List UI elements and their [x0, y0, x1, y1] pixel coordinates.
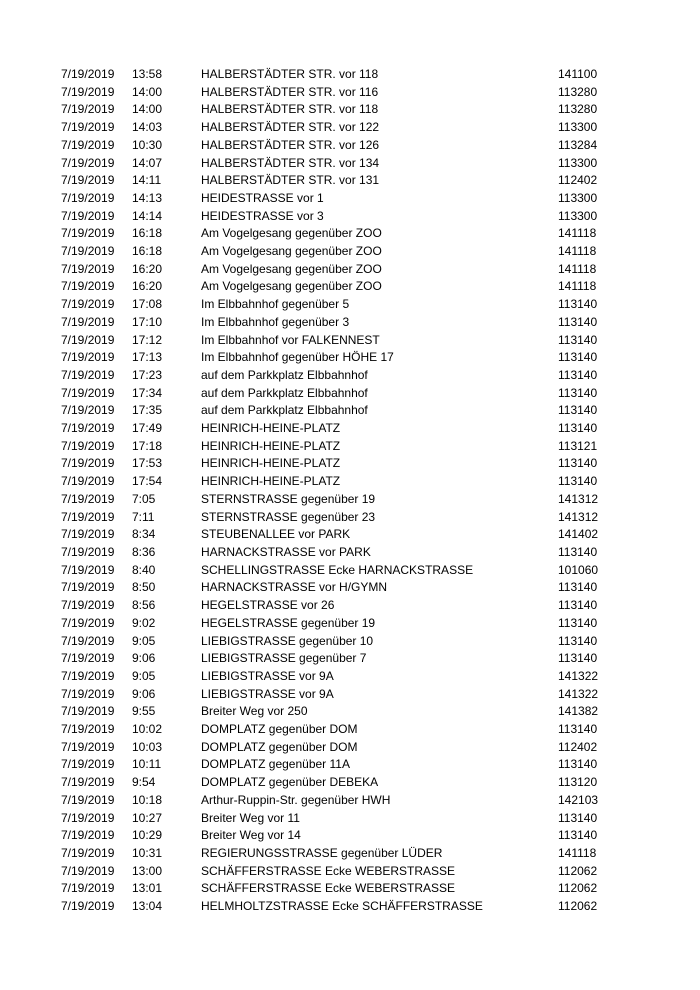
code-cell: 113140	[558, 385, 598, 400]
code-cell: 141118	[558, 226, 597, 241]
time-cell: 8:40	[132, 562, 156, 577]
location-cell: HEINRICH-HEINE-PLATZ	[201, 438, 341, 453]
location-cell: Im Elbbahnhof gegenüber 5	[201, 297, 350, 312]
location-cell: DOMPLATZ gegenüber 11A	[201, 757, 350, 772]
location-cell: auf dem Parkkplatz Elbbahnhof	[201, 403, 368, 418]
table-row	[61, 756, 608, 774]
location-cell: SCHELLINGSTRASSE Ecke HARNACKSTRASSE	[201, 562, 474, 577]
date-cell: 7/19/2019	[61, 722, 115, 737]
time-cell: 16:20	[132, 279, 163, 294]
table-row	[61, 420, 608, 438]
code-cell: 141402	[558, 527, 599, 542]
date-cell: 7/19/2019	[61, 332, 115, 347]
time-cell: 16:18	[132, 226, 163, 241]
code-cell: 113140	[558, 580, 598, 595]
code-cell: 113300	[558, 208, 598, 223]
table-row	[61, 827, 608, 845]
date-cell: 7/19/2019	[61, 757, 115, 772]
code-cell: 113140	[558, 828, 598, 843]
location-cell: SCHÄFFERSTRASSE Ecke WEBERSTRASSE	[201, 881, 456, 896]
time-cell: 9:54	[132, 775, 156, 790]
code-cell: 113140	[558, 633, 598, 648]
table-row	[61, 526, 608, 544]
date-cell: 7/19/2019	[61, 598, 115, 613]
code-cell: 113140	[558, 544, 598, 559]
table-row	[61, 810, 608, 828]
code-cell: 141382	[558, 704, 599, 719]
code-cell: 113280	[558, 102, 598, 117]
location-cell: HALBERSTÄDTER STR. vor 122	[201, 120, 380, 135]
time-cell: 17:13	[132, 350, 163, 365]
code-cell: 113140	[558, 598, 598, 613]
date-cell: 7/19/2019	[61, 155, 115, 170]
table-row	[61, 473, 608, 491]
time-cell: 10:31	[132, 845, 163, 860]
code-cell: 113140	[558, 810, 598, 825]
table-row	[61, 703, 608, 721]
location-cell: Breiter Weg vor 11	[201, 810, 300, 825]
location-cell: DOMPLATZ gegenüber DEBEKA	[201, 775, 379, 790]
code-cell: 113140	[558, 403, 598, 418]
time-cell: 14:07	[132, 155, 163, 170]
date-cell: 7/19/2019	[61, 403, 115, 418]
code-cell: 141118	[558, 279, 597, 294]
table-row	[61, 686, 608, 704]
time-cell: 9:05	[132, 633, 156, 648]
table-row	[61, 774, 608, 792]
time-cell: 17:34	[132, 385, 163, 400]
date-cell: 7/19/2019	[61, 828, 115, 843]
table-row	[61, 119, 608, 137]
date-cell: 7/19/2019	[61, 84, 115, 99]
location-cell: HARNACKSTRASSE vor H/GYMN	[201, 580, 388, 595]
code-cell: 113140	[558, 456, 598, 471]
table-row	[61, 544, 608, 562]
date-cell: 7/19/2019	[61, 899, 115, 914]
table-row	[61, 721, 608, 739]
table-row	[61, 278, 608, 296]
location-cell: Am Vogelgesang gegenüber ZOO	[201, 279, 382, 294]
table-row	[61, 332, 608, 350]
location-cell: STEUBENALLEE vor PARK	[201, 527, 351, 542]
table-row	[61, 190, 608, 208]
location-cell: Im Elbbahnhof vor FALKENNEST	[201, 332, 380, 347]
location-cell: STERNSTRASSE gegenüber 19	[201, 491, 376, 506]
table-row	[61, 84, 608, 102]
time-cell: 10:03	[132, 739, 163, 754]
date-cell: 7/19/2019	[61, 456, 115, 471]
table-row	[61, 455, 608, 473]
location-cell: Arthur-Ruppin-Str. gegenüber HWH	[201, 792, 391, 807]
table-row	[61, 349, 608, 367]
time-cell: 14:00	[132, 84, 163, 99]
location-cell: REGIERUNGSSTRASSE gegenüber LÜDER	[201, 845, 443, 860]
date-cell: 7/19/2019	[61, 297, 115, 312]
records-body	[61, 66, 608, 916]
location-cell: HEIDESTRASSE vor 1	[201, 190, 324, 205]
location-cell: auf dem Parkkplatz Elbbahnhof	[201, 385, 368, 400]
location-cell: HEIDESTRASSE vor 3	[201, 208, 324, 223]
table-row	[61, 402, 608, 420]
table-row	[61, 101, 608, 119]
date-cell: 7/19/2019	[61, 739, 115, 754]
records-table	[61, 66, 608, 916]
time-cell: 16:20	[132, 261, 163, 276]
time-cell: 17:54	[132, 474, 163, 489]
table-row	[61, 597, 608, 615]
code-cell: 112062	[558, 899, 598, 914]
time-cell: 9:06	[132, 686, 156, 701]
table-row	[61, 845, 608, 863]
table-row	[61, 880, 608, 898]
table-row	[61, 296, 608, 314]
date-cell: 7/19/2019	[61, 668, 115, 683]
time-cell: 16:18	[132, 244, 163, 259]
table-row	[61, 491, 608, 509]
location-cell: HEINRICH-HEINE-PLATZ	[201, 474, 341, 489]
code-cell: 113280	[558, 84, 598, 99]
time-cell: 9:05	[132, 668, 156, 683]
date-cell: 7/19/2019	[61, 845, 115, 860]
time-cell: 17:08	[132, 297, 163, 312]
code-cell: 113140	[558, 314, 598, 329]
time-cell: 9:55	[132, 704, 156, 719]
location-cell: HALBERSTÄDTER STR. vor 116	[201, 84, 379, 99]
code-cell: 141322	[558, 668, 599, 683]
location-cell: Breiter Weg vor 250	[201, 704, 308, 719]
time-cell: 14:14	[132, 208, 163, 223]
table-row	[61, 225, 608, 243]
date-cell: 7/19/2019	[61, 544, 115, 559]
table-row	[61, 509, 608, 527]
code-cell: 142103	[558, 792, 599, 807]
code-cell: 113140	[558, 367, 598, 382]
time-cell: 14:11	[132, 173, 162, 188]
location-cell: HEINRICH-HEINE-PLATZ	[201, 421, 341, 436]
date-cell: 7/19/2019	[61, 350, 115, 365]
location-cell: Am Vogelgesang gegenüber ZOO	[201, 244, 382, 259]
time-cell: 17:18	[132, 438, 163, 453]
time-cell: 13:58	[132, 67, 163, 81]
date-cell: 7/19/2019	[61, 314, 115, 329]
time-cell: 7:11	[132, 509, 155, 524]
location-cell: HEINRICH-HEINE-PLATZ	[201, 456, 341, 471]
table-row	[61, 562, 608, 580]
date-cell: 7/19/2019	[61, 102, 115, 117]
location-cell: STERNSTRASSE gegenüber 23	[201, 509, 376, 524]
location-cell: Breiter Weg vor 14	[201, 828, 301, 843]
table-row	[61, 739, 608, 757]
date-cell: 7/19/2019	[61, 633, 115, 648]
location-cell: HEGELSTRASSE gegenüber 19	[201, 615, 376, 630]
time-cell: 10:30	[132, 137, 163, 152]
location-cell: DOMPLATZ gegenüber DOM	[201, 739, 358, 754]
time-cell: 14:03	[132, 120, 163, 135]
date-cell: 7/19/2019	[61, 686, 115, 701]
location-cell: LIEBIGSTRASSE gegenüber 7	[201, 651, 367, 666]
time-cell: 8:50	[132, 580, 156, 595]
table-row	[61, 172, 608, 190]
date-cell: 7/19/2019	[61, 421, 115, 436]
code-cell: 141118	[558, 261, 597, 276]
code-cell: 141312	[558, 509, 599, 524]
location-cell: HARNACKSTRASSE vor PARK	[201, 544, 371, 559]
date-cell: 7/19/2019	[61, 491, 115, 506]
date-cell: 7/19/2019	[61, 810, 115, 825]
code-cell: 113140	[558, 421, 598, 436]
code-cell: 113300	[558, 190, 598, 205]
date-cell: 7/19/2019	[61, 67, 115, 81]
code-cell: 141322	[558, 686, 599, 701]
table-row	[61, 615, 608, 633]
date-cell: 7/19/2019	[61, 261, 115, 276]
location-cell: Am Vogelgesang gegenüber ZOO	[201, 226, 382, 241]
location-cell: HALBERSTÄDTER STR. vor 118	[201, 102, 379, 117]
date-cell: 7/19/2019	[61, 173, 115, 188]
code-cell: 113140	[558, 615, 598, 630]
time-cell: 10:29	[132, 828, 163, 843]
location-cell: HALBERSTÄDTER STR. vor 131	[201, 173, 380, 188]
table-row	[61, 155, 608, 173]
location-cell: LIEBIGSTRASSE vor 9A	[201, 668, 334, 683]
code-cell: 113120	[558, 775, 598, 790]
location-cell: HALBERSTÄDTER STR. vor 126	[201, 137, 380, 152]
code-cell: 141312	[558, 491, 599, 506]
table-row	[61, 243, 608, 261]
date-cell: 7/19/2019	[61, 775, 115, 790]
table-row	[61, 438, 608, 456]
date-cell: 7/19/2019	[61, 527, 115, 542]
date-cell: 7/19/2019	[61, 244, 115, 259]
code-cell: 113300	[558, 120, 598, 135]
table-row	[61, 208, 608, 226]
date-cell: 7/19/2019	[61, 367, 115, 382]
date-cell: 7/19/2019	[61, 580, 115, 595]
location-cell: HALBERSTÄDTER STR. vor 118	[201, 67, 379, 81]
table-row	[61, 633, 608, 651]
table-row	[61, 668, 608, 686]
table-row	[61, 579, 608, 597]
code-cell: 112402	[558, 173, 598, 188]
time-cell: 17:35	[132, 403, 163, 418]
date-cell: 7/19/2019	[61, 474, 115, 489]
date-cell: 7/19/2019	[61, 438, 115, 453]
date-cell: 7/19/2019	[61, 137, 115, 152]
location-cell: LIEBIGSTRASSE vor 9A	[201, 686, 334, 701]
code-cell: 141118	[558, 845, 597, 860]
date-cell: 7/19/2019	[61, 704, 115, 719]
code-cell: 112062	[558, 863, 598, 878]
date-cell: 7/19/2019	[61, 792, 115, 807]
code-cell: 113300	[558, 155, 598, 170]
time-cell: 8:56	[132, 598, 156, 613]
time-cell: 14:00	[132, 102, 163, 117]
location-cell: HELMHOLTZSTRASSE Ecke SCHÄFFERSTRASSE	[201, 899, 483, 914]
time-cell: 17:12	[132, 332, 163, 347]
date-cell: 7/19/2019	[61, 562, 115, 577]
location-cell: Am Vogelgesang gegenüber ZOO	[201, 261, 382, 276]
location-cell: HEGELSTRASSE vor 26	[201, 598, 335, 613]
code-cell: 113140	[558, 474, 598, 489]
date-cell: 7/19/2019	[61, 651, 115, 666]
location-cell: LIEBIGSTRASSE gegenüber 10	[201, 633, 374, 648]
table-row	[61, 261, 608, 279]
code-cell: 113140	[558, 722, 598, 737]
date-cell: 7/19/2019	[61, 279, 115, 294]
location-cell: DOMPLATZ gegenüber DOM	[201, 722, 358, 737]
code-cell: 101060	[558, 562, 599, 577]
date-cell: 7/19/2019	[61, 881, 115, 896]
code-cell: 112402	[558, 739, 598, 754]
table-row	[61, 863, 608, 881]
table-row	[61, 314, 608, 332]
code-cell: 113140	[558, 651, 598, 666]
date-cell: 7/19/2019	[61, 509, 115, 524]
table-row	[61, 137, 608, 155]
date-cell: 7/19/2019	[61, 226, 115, 241]
date-cell: 7/19/2019	[61, 190, 115, 205]
date-cell: 7/19/2019	[61, 120, 115, 135]
time-cell: 13:04	[132, 899, 163, 914]
table-row	[61, 898, 608, 916]
code-cell: 113140	[558, 297, 598, 312]
time-cell: 7:05	[132, 491, 156, 506]
table-row	[61, 792, 608, 810]
time-cell: 14:13	[132, 190, 163, 205]
time-cell: 13:00	[132, 863, 163, 878]
code-cell: 113140	[558, 757, 598, 772]
table-row	[61, 650, 608, 668]
date-cell: 7/19/2019	[61, 615, 115, 630]
code-cell: 113121	[558, 438, 598, 453]
code-cell: 141100	[558, 67, 598, 81]
time-cell: 17:23	[132, 367, 163, 382]
date-cell: 7/19/2019	[61, 208, 115, 223]
time-cell: 17:10	[132, 314, 163, 329]
time-cell: 9:06	[132, 651, 156, 666]
time-cell: 10:18	[132, 792, 163, 807]
time-cell: 8:36	[132, 544, 156, 559]
location-cell: Im Elbbahnhof gegenüber 3	[201, 314, 350, 329]
code-cell: 141118	[558, 244, 597, 259]
location-cell: HALBERSTÄDTER STR. vor 134	[201, 155, 380, 170]
table-row	[61, 66, 608, 84]
table-row	[61, 367, 608, 385]
date-cell: 7/19/2019	[61, 863, 115, 878]
location-cell: Im Elbbahnhof gegenüber HÖHE 17	[201, 350, 394, 365]
table-row	[61, 385, 608, 403]
time-cell: 10:02	[132, 722, 163, 737]
time-cell: 10:27	[132, 810, 163, 825]
time-cell: 8:34	[132, 527, 156, 542]
code-cell: 113140	[558, 332, 598, 347]
time-cell: 17:49	[132, 421, 163, 436]
time-cell: 17:53	[132, 456, 163, 471]
time-cell: 10:11	[132, 757, 162, 772]
time-cell: 9:02	[132, 615, 156, 630]
date-cell: 7/19/2019	[61, 385, 115, 400]
location-cell: SCHÄFFERSTRASSE Ecke WEBERSTRASSE	[201, 863, 456, 878]
time-cell: 13:01	[132, 881, 163, 896]
code-cell: 113140	[558, 350, 598, 365]
code-cell: 112062	[558, 881, 598, 896]
location-cell: auf dem Parkkplatz Elbbahnhof	[201, 367, 368, 382]
code-cell: 113284	[558, 137, 598, 152]
